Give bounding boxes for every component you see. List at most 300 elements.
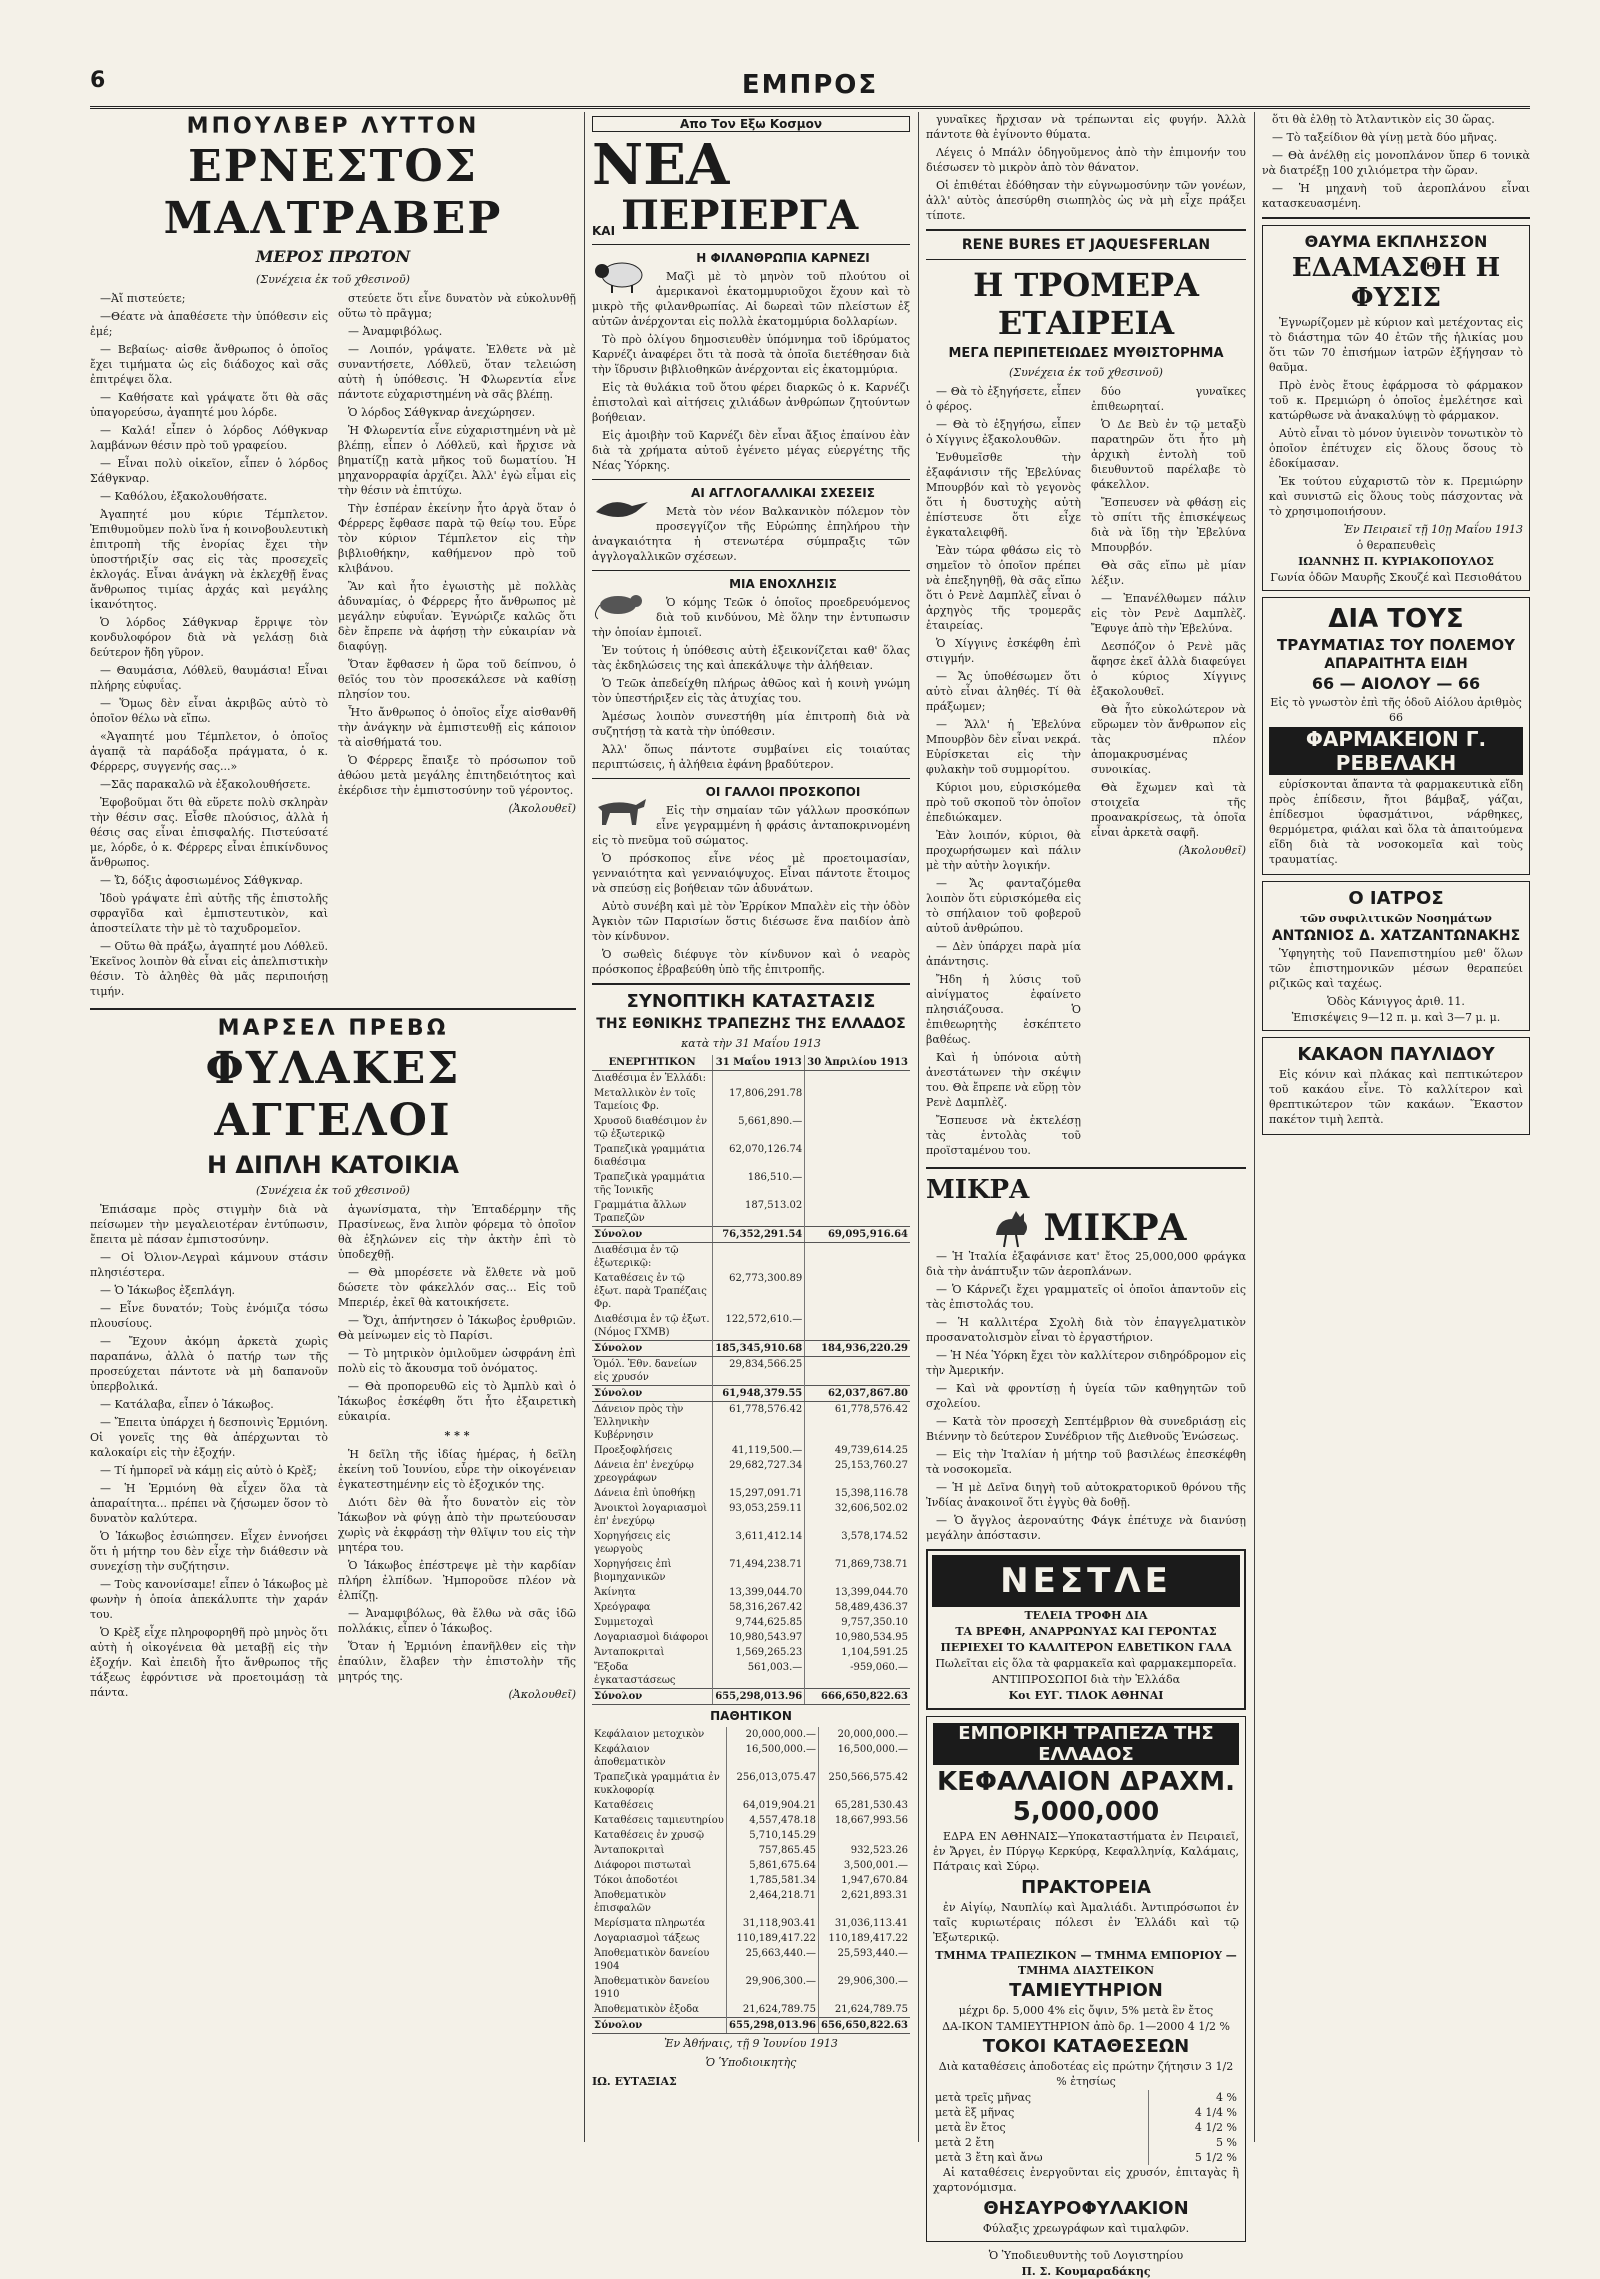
table-row: [592, 1386, 910, 1402]
table-row: [592, 1198, 910, 1227]
paragraph: Ὁ πρόσκοπος εἶνε νέος μὲ προετοιμασίαν, γενναιότητα καὶ γενναιόψυχος. Εἶναι πάντοτε ἕτοιμος νὰ σπεύσῃ εἰς βοήθειαν τῶν ἀδυνάτων.: [592, 852, 910, 895]
statement-footer-name: Π. Σ. Κουμαραδάκης: [1021, 2265, 1151, 2278]
interest-term: μετὰ τρεῖς μῆνας: [935, 2091, 1032, 2104]
paragraph: — Καθόλου, ἐξακολουθήσατε.: [100, 490, 268, 503]
table-row: [592, 1402, 910, 1444]
row-label: Χρυσοῦ διαθέσιμον ἐν τῷ ἐξωτερικῷ: [594, 1116, 708, 1140]
row-label: Μεταλλικὸν ἐν τοῖς Ταμείοις Φρ.: [594, 1088, 696, 1112]
interest-table: [933, 2090, 1239, 2165]
paragraph: — Ἔπειτα ὑπάρχει ἡ δεσποινὶς Ἑρμιόνη. Οἱ γονεῖς της θὰ ἀπέρχωνται τὸ καλοκαίρι εἰς τὴν ἐξοχήν.: [90, 1416, 328, 1459]
wonder-address: Γωνία ὁδῶν Μαυρῆς Σκουζέ καὶ Πεσιοθάτου: [1270, 571, 1522, 584]
statement-governor-role: Ὁ Ὑποδιοικητὴς: [705, 2056, 797, 2069]
divider: [592, 479, 910, 480]
row-value: 5,861,675.64: [727, 1858, 819, 1873]
row-value: [805, 1271, 910, 1312]
interest-rate: 4 1/4 %: [1149, 2105, 1240, 2120]
paragraph: Ἀγαπητέ μου κύριε Τέμπλετον. Ἐπιθυμοῦμεν πολὺ ἵνα ἡ κοινοβουλευτικὴ ἐπιτροπὴ τῆς ἐνορίας ἔχει τὴν ὑποστήριξίν σας εἰς τὰς προσεχεῖς ἐκλογάς. Εἶναι ἀνάγκη νὰ ἐκλεχθῇ ἕνας ἄνθρωπος τιμίας ἀρχάς καὶ μεγάλης ἱκανότητος.: [90, 508, 328, 611]
row-value: 16,500,000.—: [819, 1742, 910, 1770]
row-value: 71,494,238.71: [713, 1557, 805, 1585]
row-label: Σύνολον: [592, 1341, 713, 1357]
wounded-text: Εἰς τὸ γνωστὸν ἐπὶ τῆς ὁδοῦ Αἰόλου ἀριθμὸς 66: [1270, 696, 1522, 724]
doctor-hours: Ἐπισκέψεις 9—12 π. μ. καὶ 3—7 μ. μ.: [1291, 1011, 1501, 1024]
paragraph: ἀγωνίσματα, τὴν Ἑπταδέρμην τῆς Πρασίνεως, ἕνα λιπὸν φόρεμα τὸ ὁποῖον θὰ ἐξηλώνεν εἰς τὴν ἀκτὴν ἐπὶ τὸ ὑποδεχθῇ.: [338, 1203, 576, 1261]
wounded-sub: ΤΡΑΥΜΑΤΙΑΣ ΤΟΥ ΠΟΛΕΜΟΥ: [1277, 636, 1515, 654]
nestle-ad: [926, 1549, 1246, 1710]
table-row: [592, 1501, 910, 1529]
paragraph: Ὁ Τεῶκ ἀπεδείχθη πλήρως ἀθῶος καὶ ἡ κοινὴ γνώμη τὸν ὑπεστήριξεν εἰς τὰς ἀτυχίας του.: [592, 677, 910, 705]
table-row: [592, 2018, 910, 2034]
paragraph: Ἐὰν λοιπόν, κύριοι, θὰ προχωρήσωμεν καὶ πάλιν μὲ τὴν αὐτὴν λογικήν.: [926, 829, 1081, 872]
serial-subtitle-2: Η ΔΙΠΛΗ ΚΑΤΟΙΚΙΑ: [206, 1151, 460, 1179]
serial3-title: Η ΤΡΟΜΕΡΑ ΕΤΑΙΡΕΙΑ: [973, 266, 1199, 342]
serial3-subtitle: ΜΕΓΑ ΠΕΡΙΠΕΤΕΙΩΔΕΣ ΜΥΘΙΣΤΟΡΗΜΑ: [948, 346, 1224, 361]
paragraph: Ὁ Ἰάκωβος ἐσιώπησεν. Εἶχεν ἐννοήσει ὅτι ἡ μήτηρ του δὲν εἶχε τὴν διάθεσιν νὰ συνεχίσῃ τὴν συζήτησιν.: [90, 1530, 328, 1573]
row-value: 15,297,091.71: [713, 1486, 805, 1501]
row-label: Διαθέσιμα ἐν τῷ ἐξωτερικῷ:: [594, 1245, 679, 1269]
row-value: 4,557,478.18: [727, 1813, 819, 1828]
serial-body: [90, 291, 576, 1002]
row-label: Ἀνοικτοὶ λογαριασμοὶ ἐπ' ἐνεχύρῳ: [594, 1503, 708, 1527]
row-label: Σύνολον: [592, 1386, 713, 1402]
table-row: [592, 1357, 910, 1386]
paragraph: Τὸ πρὸ ὀλίγου δημοσιευθὲν ὑπόμνημα τοῦ ἱδρύματος Καρνέζι ἀναφέρει ὅτι τὰ ποσὰ τὰ ὁποῖα διετέθησαν διὰ τὴν ἵδρυσιν βιβλιοθηκῶν ἀνέρχονται εἰς ἑκατομμύρια.: [592, 333, 910, 376]
paper-name: ΕΜΠΡΟΣ: [741, 70, 879, 100]
divider: [592, 244, 910, 245]
paragraph: — Βεβαίως· αἰσθε ἄνθρωπος ὁ ὁποῖος ἔχει τιμήματα ὡς εἰς διάδοχος καὶ σᾶς ἐπιτρέψει ὅλα.: [90, 343, 328, 386]
row-value: [805, 1312, 910, 1341]
paragraph: — Οἱ Ὀλιον-Λεγραὶ κάμνουν στάσιν πλησιέστερα.: [90, 1251, 328, 1279]
row-value: 41,119,500.—: [713, 1443, 805, 1458]
paragraph: Εἰς τὴν σημαίαν τῶν γάλλων προσκόπων εἶνε γεγραμμένη ἡ φράσις ἀνταποκρινομένη εἰς τὸ πνεῦμα τοῦ σώματος.: [592, 804, 910, 847]
bank-seat: ΕΔΡΑ ΕΝ ΑΘΗΝΑΙΣ—Υποκαταστήματα ἐν Πειραιεῖ, ἐν Ἄργει, ἐν Πύργῳ Κερκύρᾳ, Κεφαλληνίᾳ, Καλάμαις, Πάτραις καὶ Σύρῳ.: [933, 1830, 1239, 1873]
row-value: 2,621,893.31: [819, 1888, 910, 1916]
serial-title-2: ΦΥΛΑΚΕΣ ΑΓΓΕΛΟΙ: [205, 1043, 461, 1146]
continuation-note: (Συνέχεια ἐκ τοῦ χθεσινοῦ): [256, 273, 410, 286]
paragraph: Ὁ Φέρρερς ἔπαιξε τὸ πρόσωπον τοῦ ἀθώου μετὰ μεγάλης ἐπιτηδειότητος καὶ ἐκέρδισε τὴν ἐμπιστοσύνην τοῦ γέροντος.: [338, 754, 576, 797]
serial-body-2: [90, 1202, 576, 1706]
row-value: 62,773,300.89: [713, 1271, 805, 1312]
row-label: Ὁμόλ. Ἐθν. δανείων εἰς χρυσόν: [594, 1359, 697, 1383]
row-label: Λογαριασμοὶ τάξεως: [594, 1933, 700, 1944]
table-row: [592, 1770, 910, 1798]
column-4: [1262, 112, 1530, 2142]
row-value: 1,947,670.84: [819, 1873, 910, 1888]
table-row: [592, 1828, 910, 1843]
row-value: 185,345,910.68: [713, 1341, 805, 1357]
row-value: 250,566,575.42: [819, 1770, 910, 1798]
rooster-illustration-icon: [986, 1205, 1036, 1249]
asterism: * * *: [444, 1429, 470, 1442]
row-label: Δάνεια ἐπὶ ὑποθήκῃ: [594, 1488, 696, 1499]
row-value: [805, 1142, 910, 1170]
row-value: 187,513.02: [713, 1198, 805, 1227]
table-row: [592, 1600, 910, 1615]
row-value: 256,013,075.47: [727, 1770, 819, 1798]
interest-row: [933, 2090, 1239, 2105]
divider: [926, 229, 1246, 231]
row-label: Διαθέσιμα ἐν τῷ ἐξωτ. (Νόμος ΓΧΜΒ): [594, 1314, 710, 1338]
serial2-right-column: [338, 1202, 576, 1706]
savings-title: ΤΑΜΙΕΥΤΗΡΙΟΝ: [1009, 1980, 1163, 2001]
table-row: [592, 1813, 910, 1828]
item-title: ΜΙΑ ΕΝΟΧΛΗΣΙΣ: [729, 577, 837, 591]
doctor-title: Ο ΙΑΤΡΟΣ: [1348, 888, 1444, 909]
row-label: Ἀκίνητα: [594, 1587, 636, 1598]
row-value: 666,650,822.63: [805, 1689, 910, 1705]
paragraph: Ὁ κόμης Τεῶκ ὁ ὁποῖος προεδρευόμενος διὰ τοῦ κινδύνου, Μὲ ὅλην την ἐντυπωσιν τὴν ὁποίαν ἐμποιεῖ.: [592, 596, 910, 639]
row-value: 31,118,903.41: [727, 1916, 819, 1931]
bank-statement: [592, 991, 910, 2089]
cocoa-text: Εἰς κόνιν καὶ πλάκας καὶ πεπτικώτερον τοῦ κακάου εἶνε. Τὸ καλλίτερον καὶ θρεπτικώτερον τῶν κακάων. Ἕκαστον πακέτον τιμὴ λεπτὰ.: [1269, 1068, 1523, 1126]
paragraph: — Κατάλαβα, εἶπεν ὁ Ἰάκωβος.: [100, 1398, 274, 1411]
paragraph: Ἔσπευσε νὰ ἐκτελέσῃ τὰς ἐντολὰς τοῦ προϊσταμένου του.: [926, 1114, 1081, 1157]
paragraph: Οἱ ἐπιθέται ἐδόθησαν τὴν εὐγνωμοσύνην τῶν γονέων, ἀλλ' αὐτὸς ἀπεσύρθη σιωπηλὸς ὡς νὰ μὴ εἶχε πράξει τίποτε.: [926, 179, 1246, 222]
follows-note: (Ἀκολουθεῖ): [1178, 844, 1246, 857]
row-value: 61,778,576.42: [805, 1402, 910, 1444]
row-value: 13,399,044.70: [713, 1585, 805, 1600]
row-value: 110,189,417.22: [819, 1931, 910, 1946]
divider: [592, 983, 910, 985]
table-row: [592, 1858, 910, 1873]
table-row: [592, 1458, 910, 1486]
table-row: [592, 1271, 910, 1312]
row-value: 49,739,614.25: [805, 1443, 910, 1458]
paragraph: Ἀλλ' ὅπως πάντοτε συμβαίνει εἰς τοιαύτας περιπτώσεις, ἡ ἀλήθεια ἐφάνη βραδύτερον.: [592, 743, 910, 771]
divider: [592, 570, 910, 571]
column-2: [592, 112, 910, 2142]
table-row: [592, 1946, 910, 1974]
section-tag: Απο Τον Εξω Κοσμον: [592, 116, 910, 132]
table-row: [592, 1486, 910, 1501]
paragraph: Αὐτὸ συνέβη καὶ μὲ τὸν Ἐρρίκον Μπαλὲν εἰς τὴν ὁδὸν Ἀγκιὸν τῶν Παρισίων ὅστις διέσωσε ἕνα παιδίον ἀπὸ τὸν κίνδυνον.: [592, 900, 910, 943]
table-row: [592, 1615, 910, 1630]
news-item-3: [592, 577, 910, 772]
table-row: [592, 1170, 910, 1198]
wounded-address: 66 — ΑΙΟΛΟΥ — 66: [1311, 674, 1481, 693]
row-label: Ἀποθεματικὸν ἐξοδα: [594, 2004, 699, 2015]
row-label: Προεξοφλήσεις: [594, 1445, 673, 1456]
serial-subtitle: ΜΕΡΟΣ ΠΡΩΤΟΝ: [255, 247, 411, 266]
serial-title: ΕΡΝΕΣΤΟΣ ΜΑΛΤΡΑΒΕΡ: [163, 141, 503, 244]
serial3-left: [926, 384, 1081, 1161]
row-value: 32,606,502.02: [805, 1501, 910, 1529]
table-row: [592, 1227, 910, 1243]
mikra-item: — Ὁ ἄγγλος ἀεροναύτης Φάγκ ἐπέτυχε νὰ διανύσῃ μεγάλην ἀπόστασιν.: [926, 1514, 1246, 1542]
row-label: Τραπεζικὰ γραμμάτια ἐν κυκλοφορίᾳ: [594, 1772, 720, 1796]
paragraph: Ὁ Κρὲξ εἶχε πληροφορηθῆ πρὸ μηνὸς ὅτι αὐτὴ ἡ οἰκογένεια θὰ μεταβῇ εἰς τὴν ἐξοχήν. Καὶ ἐπειδὴ ἦτο ἄνθρωπος τῆς τάξεως ἐφρόντισε νὰ προετοιμάσῃ τὰ πάντα.: [90, 1626, 328, 1699]
row-value: [819, 1828, 910, 1843]
interest-title: ΤΟΚΟΙ ΚΑΤΑΘΕΣΕΩΝ: [982, 2036, 1190, 2057]
liabilities-heading: ΠΑΘΗΤΙΚΟΝ: [710, 1709, 792, 1723]
row-value: [805, 1170, 910, 1198]
paragraph: — Θὰ προπορευθῶ εἰς τὸ Ἀμπλὺ καὶ ὁ Ἰάκωβος ἐσκέφθη ὅτι ἦτο ἐξαιρετικὴ εὐκαιρία.: [338, 1380, 576, 1423]
row-value: [805, 1114, 910, 1142]
row-value: 13,399,044.70: [805, 1585, 910, 1600]
row-value: 29,682,727.34: [713, 1458, 805, 1486]
savings-line-2: ΔΑ-ΙΚΟΝ ΤΑΜΙΕΥΤΗΡΙΟΝ ἀπὸ δρ. 1—2000 4 1/2 %: [942, 2020, 1230, 2033]
paragraph: Ἰδοὺ γράψατε ἐπὶ αὐτῆς τῆς ἐπιστολῆς σφραγῖδα καὶ ἐμπιστευτικὸν, καὶ ἀποστείλατε τὴν μὲ τὸ ταχυδρομεῖον.: [90, 892, 328, 935]
row-label: Ἀποθεματικὸν δανείου 1910: [594, 1976, 710, 2000]
table-row: [592, 1557, 910, 1585]
row-value: 2,464,218.71: [727, 1888, 819, 1916]
row-value: 31,036,113.41: [819, 1916, 910, 1931]
paragraph: Εἰς τὰ θυλάκια τοῦ ὅτου φέρει διαρκῶς ὁ κ. Καρνέζι ἐπιστολαὶ καὶ αἰτήσεις χιλιάδων ἀνθρώπων ζητούντων βοήθειαν.: [592, 381, 910, 424]
paragraph: — Ἄς ὑποθέσωμεν ὅτι αὐτὸ εἶναι ἀληθές. Τί θὰ πράξωμεν;: [926, 670, 1081, 713]
paragraph: — Καθήσατε καὶ γράψατε ὅτι θὰ σᾶς ὑπαγορεύσω, ἀγαπητέ μου λόρδε.: [90, 391, 328, 419]
row-value: 29,834,566.25: [713, 1357, 805, 1386]
paragraph: — Οὕτω θὰ πράξω, ἀγαπητέ μου Λόθλεϋ. Ἐκεῖνος λοιπὸν θὰ εἶναι εἰς ἀπελπιστικὴν θέσιν. Τὸ ἀληθὲς θὰ μᾶς περιποιήσῃ τιμήν.: [90, 940, 328, 998]
row-value: -959,060.—: [805, 1660, 910, 1689]
paragraph: Ἤδη ἡ λύσις τοῦ αἰνίγματος ἐφαίνετο πλησιάζουσα. Ὁ ἐπιθεωρητὴς ἐσκέπτετο βαθέως.: [926, 973, 1081, 1046]
ad-line: ΠΕΡΙΕΧΕΙ ΤΟ ΚΑΛΛΙΤΕΡΟΝ ΕΛΒΕΤΙΚΟΝ ΓΑΛΑ: [940, 1641, 1232, 1654]
paragraph: — Εἶναι πολὺ οἰκεῖον, εἶπεν ὁ λόρδος Σάθγκναρ.: [90, 457, 328, 485]
author-kicker: ΜΠΟΥΛΒΕΡ ΛΥΤΤΟΝ: [186, 114, 480, 139]
row-value: 3,500,001.—: [819, 1858, 910, 1873]
table-row: [592, 1798, 910, 1813]
row-value: 16,500,000.—: [727, 1742, 819, 1770]
mikra-item: — Ἡ μὲ Δεῖνα διηγὴ τοῦ αὐτοκρατορικοῦ θρόνου τῆς Ἰνδίας ἀνακοινοῖ ὅτι ἐγγὺς θὰ δοθῇ.: [926, 1481, 1246, 1509]
serial3-right: [1091, 384, 1246, 1161]
paragraph: Ἐὰν τώρα φθάσω εἰς τὸ σημεῖον τὸ ὁποῖον πρέπει νὰ ἐπεξηγηθῇ, θὰ σᾶς εἴπω ὅτι ὁ Ρενὲ Δαμπλὲζ εἶναι ὁ ἀρχηγὸς τῆς τρομερᾶς ἑταιρείας.: [926, 544, 1081, 632]
doctor-sub: τῶν συφιλιτικῶν Νοσημάτων: [1300, 912, 1492, 925]
row-value: 65,281,530.43: [819, 1798, 910, 1813]
paragraph: — Ἀναμφιβόλως, θὰ ἔλθω νὰ σᾶς ἰδῶ πολλάκις, εἶπεν ὁ Ἰάκωβος.: [338, 1607, 576, 1635]
pharmacy-text: εὑρίσκονται ἄπαντα τὰ φαρμακευτικὰ εἴδη πρὸς ἐπίδεσιν, ἤτοι βάμβαξ, γάζαι, ἐπίδεσμοι ὑφασμάτινοι, νάρθηκες, θερμόμετρα, φιάλαι καὶ ὅλα τὰ ἀπαιτούμενα εἴδη διὰ τὰ νοσοκομεῖα καὶ τοὺς τραυματίας.: [1269, 778, 1523, 866]
paragraph: — Ὤ, δόξις ἀφοσιωμένος Σάθγκναρ.: [100, 874, 303, 887]
row-value: [805, 1243, 910, 1272]
divider: [926, 259, 1246, 260]
table-row: [592, 1142, 910, 1170]
row-label: Ἀνταποκριταὶ: [594, 1845, 665, 1856]
paragraph: — Ἡ Ἑρμιόνη θὰ εἶχεν ὅλα τὰ ἀπαραίτητα... πρέπει νὰ ζήσωμεν ὅσον τὸ δυνατὸν καλύτερα.: [90, 1482, 328, 1525]
interest-rate: 5 %: [1149, 2135, 1240, 2150]
paragraph: ὅτι θὰ ἐλθῃ τὸ Ἀτλαντικὸν εἰς 30 ὥρας.: [1272, 113, 1495, 126]
interest-row: [933, 2135, 1239, 2150]
paragraph: Ὁ λόρδος Σάθγκναρ ἔρριψε τὸν κονδυλοφόρον διὰ νὰ γελάσῃ διὰ δεύτερον ἤδη γῦρον.: [90, 616, 328, 659]
paragraph: — Θὰ τὸ ἐξηγήσω, εἶπεν ὁ Χίγγινς ἐξακολουθῶν.: [926, 418, 1081, 446]
row-label: Ἀνταποκριταὶ: [594, 1647, 665, 1658]
pharmacy-title: ΦΑΡΜΑΚΕΙΟΝ Γ. ΡΕΒΕΛΑΚΗ: [1269, 727, 1523, 775]
mikra-item: — Ὁ Κάρνεζι ἔχει γραμματεῖς οἱ ὁποῖοι ἀπαντοῦν εἰς τὰς ἐπιστολάς του.: [926, 1283, 1246, 1311]
doctor-ad: [1262, 881, 1530, 1031]
paragraph: — Ἐπανέλθωμεν πάλιν εἰς τὸν Ρενὲ Δαμπλὲζ. Ἔφυγε ἀπὸ τὴν Ἐβελύνα.: [1091, 592, 1246, 635]
row-value: 757,865.45: [727, 1843, 819, 1858]
paragraph: Ὁ σωθεὶς διέφυγε τὸν κίνδυνον καὶ ὁ νεαρὸς πρόσκοπος ἐβραβεύθη ὑπὸ τῆς ἐπιτροπῆς.: [592, 948, 910, 976]
bank-capital: ΚΕΦΑΛΑΙΟΝ ΔΡΑΧΜ. 5,000,000: [936, 1767, 1236, 1827]
table-row: [592, 1888, 910, 1916]
table-row: [592, 1243, 910, 1272]
serial2-left-column: [90, 1202, 328, 1706]
wonder-big: ΕΔΑΜΑΣΘΗ Η ΦΥΣΙΣ: [1291, 253, 1501, 313]
row-value: 5,710,145.29: [727, 1828, 819, 1843]
table-row: [592, 1645, 910, 1660]
row-value: 58,489,436.37: [805, 1600, 910, 1615]
nea-header: [592, 132, 910, 198]
assets-table: [592, 1055, 910, 1705]
mikra-item: — Εἰς τὴν Ἰταλίαν ἡ μήτηρ τοῦ βασιλέως ἐπεσκέφθη τὰ νοσοκομεῖα.: [926, 1448, 1246, 1476]
mikra-head: ΜΙΚΡΑ: [926, 1175, 1030, 1205]
table-row: [592, 1931, 910, 1946]
row-label: Καταθέσεις ἐν χρυσῷ: [594, 1830, 705, 1841]
table-row: [592, 2002, 910, 2018]
paragraph: — Ὄχι, ἀπήντησεν ὁ Ἰάκωβος ἐρυθριῶν. Θὰ μείνωμεν εἰς τὸ Παρίσι.: [338, 1314, 576, 1342]
liabilities-table: [592, 1727, 910, 2034]
follows-note-2: (Ἀκολουθεῖ): [508, 1688, 576, 1701]
row-value: 58,316,267.42: [713, 1600, 805, 1615]
follows-note: (Ἀκολουθεῖ): [508, 802, 576, 815]
paragraph: Ἐπιάσαμε πρὸς στιγμὴν διὰ νὰ πείσωμεν τὴν μεγαλειοτέραν ἐντύπωσιν, ἔπειτα μὲ πάσαν ἐμπιστοσύνην.: [90, 1203, 328, 1246]
paragraph: — Ὅμως δὲν εἶναι ἀκριβῶς αὐτὸ τὸ ὁποῖον θέλω νὰ εἴπω.: [90, 697, 328, 725]
paragraph: Ἡ δεῖλη τῆς ἰδίας ἡμέρας, ἡ δεῖλη ἐκείνη τοῦ Ἰουνίου, εὗρε τὴν οἰκογένειαν ἐγκατεστημένην εἰς τὸ ἐξοχικόν της.: [338, 1448, 576, 1491]
row-value: 62,070,126.74: [713, 1142, 805, 1170]
row-value: 655,298,013.96: [727, 2018, 819, 2034]
paragraph: Ὅταν ἔφθασεν ἡ ὥρα τοῦ δείπνου, ὁ θεῖός του τὸν προσεκάλεσε νὰ καθίσῃ πλησίον του.: [338, 658, 576, 701]
savings-text: μέχρι δρ. 5,000 4% εἰς ὄψιν, 5% μετὰ ἓν ἔτος: [958, 2004, 1214, 2017]
table-row: [592, 1873, 910, 1888]
row-label: Ἀποθεματικὸν δανείου 1904: [594, 1948, 710, 1972]
paragraph: — Ἄλλ' ἡ Ἐβελύνα Μπουρβὸν δὲν εἶναι νεκρά. Εὑρίσκεται εἰς τὴν φυλακὴν τοῦ συμμορίτου.: [926, 718, 1081, 776]
paragraph: Λέγεις ὁ Μπάλν ὁδηγοῦμενος ἀπὸ τὴν ἐπιμονήν του διέσωσεν τὸ μικρὸν ἀπὸ τὸν θάνατον.: [926, 146, 1246, 174]
table-row: [592, 1843, 910, 1858]
row-value: [805, 1071, 910, 1087]
wonder-place: Ἐν Πειραιεῖ τῇ 10ῃ Μαΐου 1913: [1343, 523, 1523, 536]
paragraph: — Καλά! εἶπεν ὁ λόρδος Λόθγκναρ λαμβάνων θέσιν πρὸ τοῦ γραφείου.: [90, 424, 328, 452]
table-header-row: [592, 1055, 910, 1071]
row-value: 61,778,576.42: [713, 1402, 805, 1444]
paragraph: — Θὰ ἀνέλθῃ εἰς μονοπλάνον ὕπερ 6 τονικὰ νὰ διατρέξῃ 100 χιλιόμετρα τὴν ὥραν.: [1262, 149, 1530, 177]
statement-title: ΣΥΝΟΠΤΙΚΗ ΚΑΤΑΣΤΑΣΙΣ: [626, 991, 876, 1012]
author-kicker-2: ΜΑΡΣΕΛ ΠΡΕΒΩ: [217, 1016, 449, 1041]
paragraph: — Τὸ ταξείδιον θὰ γίνῃ μετὰ δύο μῆνας.: [1272, 131, 1498, 144]
perierga-header: [592, 194, 910, 238]
row-value: 20,000,000.—: [819, 1727, 910, 1742]
column-rule: [918, 112, 919, 2142]
interest-row: [933, 2120, 1239, 2135]
ad-line: ΤΑ ΒΡΕΦΗ, ΑΝΑΡΡΩΝΥΑΣ ΚΑΙ ΓΕΡΟΝΤΑΣ: [955, 1625, 1217, 1638]
paragraph: δύο γυναῖκες ἐπιθεωρηταί.: [1091, 385, 1246, 413]
row-value: 62,037,867.80: [805, 1386, 910, 1402]
row-value: 1,104,591.25: [805, 1645, 910, 1660]
paragraph: Θὰ ἔχωμεν καὶ τὰ στοιχεῖα τῆς προανακρίσεως, τὰ ὁποῖα εἶναι ἀρκετὰ σαφῆ.: [1091, 781, 1246, 839]
row-value: 20,000,000.—: [727, 1727, 819, 1742]
nea-title: ΝΕΑ: [592, 132, 730, 198]
row-value: 76,352,291.54: [713, 1227, 805, 1243]
bank-departments: ΤΜΗΜΑ ΤΡΑΠΕΖΙΚΟΝ — ΤΜΗΜΑ ΕΜΠΟΡΙΟΥ — ΤΜΗΜΑ ΔΙΑΣΤΕΙΚΟΝ: [935, 1949, 1237, 1977]
row-value: 71,869,738.71: [805, 1557, 910, 1585]
paragraph: Ἐν τούτοις ἡ ὑπόθεσις αὐτὴ ἐξεικονίζεται καθ' ὅλας τὰς ἐκδηλώσεις της καὶ ἀπεκάλυψε τὴν ἀλήθειαν.: [592, 644, 910, 672]
paragraph: — Τοὺς κανονίσαμε! εἶπεν ὁ Ἰάκωβος μὲ φωνὴν ἡ ὁποία ἀπεκάλυπτε τὴν χαράν του.: [90, 1578, 328, 1621]
statement-date: κατὰ τὴν 31 Μαΐου 1913: [681, 1037, 821, 1050]
row-value: 1,569,265.23: [713, 1645, 805, 1660]
row-value: 1,785,581.34: [727, 1873, 819, 1888]
ad-line: Κοι ΕΥΓ. ΤΙΛΟΚ ΑΘΗΝΑΙ: [1008, 1689, 1164, 1702]
row-label: Δάνεια ἐπ' ἐνεχύρῳ χρεογράφων: [594, 1460, 694, 1484]
row-label: Χρεόγραφα: [594, 1602, 651, 1613]
paragraph: Ἦτο ἄνθρωπος ὁ ὁποῖος εἶχε αἰσθανθῆ τὴν ἀνάγκην νὰ ἐμπιστευθῇ εἰς κάποιον τὰ αἰσθήματά του.: [338, 706, 576, 749]
row-value: 17,806,291.78: [713, 1086, 805, 1114]
treasury-title: ΘΗΣΑΥΡΟΦΥΛΑΚΙΟΝ: [983, 2198, 1189, 2219]
wounded-title: ΔΙΑ ΤΟΥΣ: [1328, 604, 1464, 634]
mikra-header: [926, 1175, 1246, 1205]
table-row: [592, 1312, 910, 1341]
row-label: Τόκοι ἀποδοτέοι: [594, 1875, 679, 1886]
wonder-signature: ΙΩΑΝΝΗΣ Π. ΚΥΡΙΑΚΟΠΟΥΛΟΣ: [1298, 555, 1494, 568]
interest-row: [933, 2105, 1239, 2120]
table-row: [592, 1742, 910, 1770]
cocoa-title: ΚΑΚΑΟΝ ΠΑΥΛΙΔΟΥ: [1297, 1044, 1495, 1065]
mikra-title-row: [926, 1205, 1246, 1249]
row-label: Χορηγήσεις ἐπὶ βιομηχανικῶν: [594, 1559, 672, 1583]
greyhound-illustration-icon: [592, 787, 650, 829]
doctor-name: ΑΝΤΩΝΙΟΣ Δ. ΧΑΤΖΑΝΤΩΝΑΚΗΣ: [1271, 928, 1521, 944]
serial-left-column: [90, 291, 328, 1002]
paragraph: Ὁ Ἰάκωβος ἐπέστρεψε μὲ τὴν καρδίαν πλήρη ἐλπίδων. Ἠμποροῦσε πλέον νὰ ἐλπίζῃ.: [338, 1559, 576, 1602]
news-item-2: [592, 486, 910, 564]
column-3: [926, 112, 1246, 2278]
wonder-ad: [1262, 225, 1530, 591]
column-1: [90, 112, 576, 2142]
interest-term: μετὰ 3 ἔτη καὶ ἄνω: [935, 2151, 1043, 2164]
paragraph: Μαζὶ μὲ τὸ μηνὸν τοῦ πλούτου οἱ ἀμερικανοὶ ἑκατομμυριοῦχοι ἔχουν καὶ τὸ μικρὸ τῆς φιλανθρωπίας. Αἱ δωρεαὶ τῶν πλείστων ἐξ αὐτῶν ἀνέρχονται εἰς πολλὰ ἑκατομμύρια δολλαρίων.: [592, 270, 910, 328]
row-value: 656,650,822.63: [819, 2018, 910, 2034]
paragraph: Ἐφοβοῦμαι ὅτι θὰ εὕρετε πολὺ σκληρὰν τὴν θέσιν σας. Εἶσθε πλούσιος, ἀλλὰ ἡ θέσις σας εἶναι ἐπισφαλής. Πιστεύσατέ με, λόρδε, ὁ κ. Φέρρερς εἶναι ἐπικίνδυνος ἄνθρωπος.: [90, 796, 328, 869]
row-label: Διαθέσιμα ἐν Ἑλλάδι:: [594, 1073, 707, 1084]
row-value: 10,980,543.97: [713, 1630, 805, 1645]
table-row: [592, 1974, 910, 2002]
continuation-note-2: (Συνέχεια ἐκ τοῦ χθεσινοῦ): [256, 1184, 410, 1197]
row-value: 93,053,259.11: [713, 1501, 805, 1529]
wounded-sub-2: ΑΠΑΡΑΙΤΗΤΑ ΕΙΔΗ: [1324, 656, 1468, 672]
table-row: [592, 1114, 910, 1142]
nestle-brand: ΝΕΣΤΛΕ: [932, 1555, 1240, 1607]
header-section: ΕΝΕΡΓΗΤΙΚΟΝ: [592, 1055, 713, 1071]
row-label: Σύνολον: [592, 1689, 713, 1705]
paragraph: γυναῖκες ἤρχισαν νὰ τρέπωνται εἰς φυγήν. Ἀλλὰ πάντοτε θὰ ἐγίνοντο θύματα.: [926, 113, 1246, 141]
interest-rate: 5 1/2 %: [1149, 2150, 1240, 2165]
news-item-1: [592, 251, 910, 473]
row-label: Καταθέσεις ταμιευτηρίου: [594, 1815, 724, 1826]
paragraph: Πρὸ ἐνὸς ἔτους ἐφάρμοσα τὸ φάρμακον τοῦ κ. Πρεμιώρη ὁ ὁποῖος ἐμελέτησε καὶ κατώρθωσε νὰ ἀνακαλύψῃ τὸ φάρμακον.: [1269, 379, 1523, 422]
row-label: Κεφάλαιον μετοχικὸν: [594, 1729, 705, 1740]
authors-tag: RENE BURES ET JAQUESFERLAN: [961, 237, 1211, 253]
paragraph: Ἐκ τούτου εὐχαριστῶ τὸν κ. Πρεμιώρην καὶ συνιστῶ εἰς ὅλους τοὺς πάσχοντας νὰ τὸ χρησιμοποιήσουν.: [1269, 475, 1523, 518]
paragraph: Θὰ σᾶς εἴπω μὲ μίαν λέξιν.: [1091, 559, 1246, 587]
doctor-address: Ὁδὸς Κάνιγγος ἀριθ. 11.: [1327, 995, 1465, 1008]
row-value: 561,003.—: [713, 1660, 805, 1689]
interest-intro: Διὰ καταθέσεις ἀποδοτέας εἰς πρώτην ζήτησιν 3 1/2 % ἐτησίως: [938, 2060, 1234, 2088]
table-row: [592, 1630, 910, 1645]
row-label: Τραπεζικὰ γραμμάτια διαθέσιμα: [594, 1144, 706, 1168]
row-label: Κεφάλαιον ἀποθεματικὸν: [594, 1744, 666, 1768]
bank-agencies-title: ΠΡΑΚΤΟΡΕΙΑ: [1021, 1877, 1151, 1898]
commercial-bank-ad: [926, 1716, 1246, 2242]
row-value: 15,398,116.78: [805, 1486, 910, 1501]
mikra-item: — Καὶ νὰ φροντίσῃ ἡ ὑγεία τῶν καθηγητῶν τοῦ σχολείου.: [926, 1382, 1246, 1410]
paragraph: — Δὲν ὑπάρχει παρὰ μία ἀπάντησις.: [926, 940, 1081, 968]
row-label: Χορηγήσεις εἰς γεωργοὺς: [594, 1531, 671, 1555]
ad-line: ΤΕΛΕΙΑ ΤΡΟΦΗ ΔΙΑ: [1024, 1609, 1148, 1622]
paragraph: — Τί ἠμπορεῖ νὰ κάμῃ εἰς αὐτὸ ὁ Κρὲξ;: [100, 1464, 317, 1477]
row-label: Γραμμάτια ἄλλων Τραπεζῶν: [594, 1200, 687, 1224]
paragraph: — Ἄς φανταζόμεθα λοιπὸν ὅτι εὑρισκόμεθα εἰς τὸ σπήλαιον τοῦ φοβεροῦ αὐτοῦ ἀνθρώπου.: [926, 877, 1081, 935]
row-value: 29,906,300.—: [727, 1974, 819, 2002]
row-label: Διάφοροι πιστωταὶ: [594, 1860, 692, 1871]
row-value: 3,578,174.52: [805, 1529, 910, 1557]
row-label: Ἀποθεματικὸν ἐπισφαλῶν: [594, 1890, 667, 1914]
pharmacy-ad: [1262, 597, 1530, 875]
row-value: [713, 1243, 805, 1272]
paragraph: — Θὰ μπορέσετε νὰ ἔλθετε νὰ μοῦ δώσετε τὸν φάκελλόν σας... Εἰς τοῦ Μπεριέρ, ἐκεῖ θὰ κατοικήσετε.: [338, 1266, 576, 1309]
